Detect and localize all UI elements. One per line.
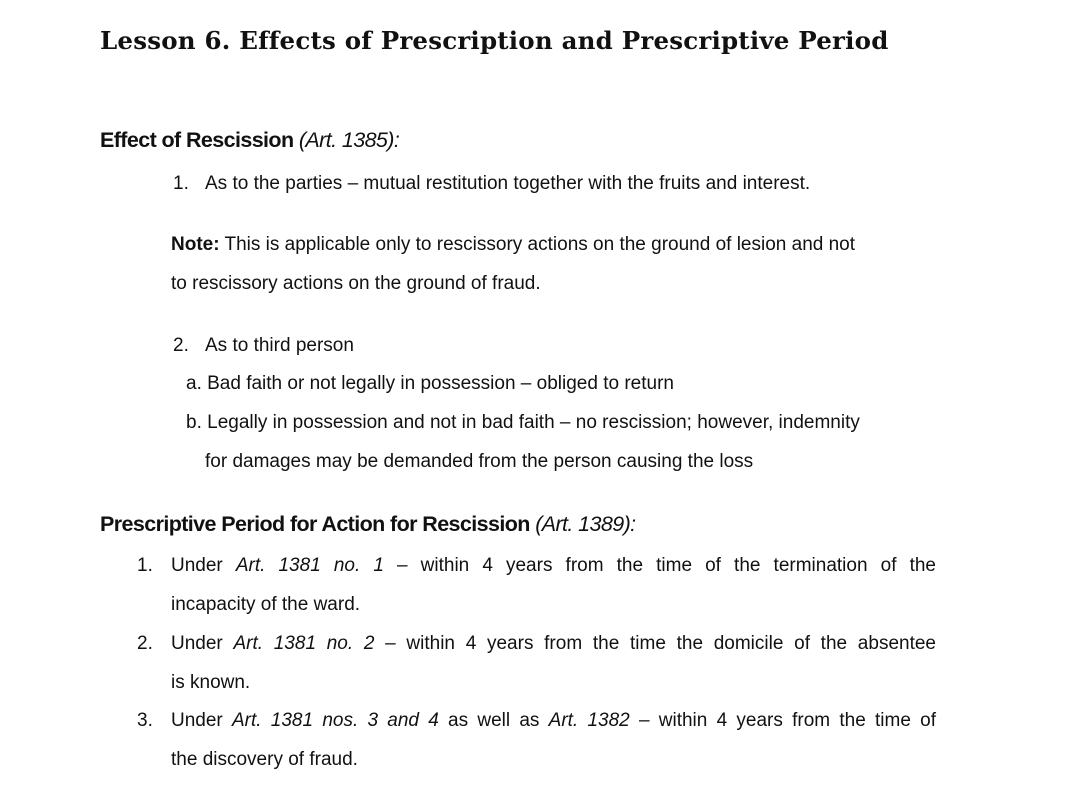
prescriptive-item1-pre: Under [171,555,236,576]
rescission-sub-a: a. Bad faith or not legally in possession – obliged to return [186,373,674,394]
rescission-item1-number: 1. [173,173,189,194]
note-line2: to rescissory actions on the ground of fraud. [171,273,541,294]
prescriptive-item3-post: – within 4 years from the time of [629,710,936,731]
rescission-item2-number: 2. [173,335,189,356]
prescriptive-item3-ref: Art. 1381 nos. 3 and 4 [232,710,439,731]
rescission-item1-text: As to the parties – mutual restitution together with the fruits and interest. [205,173,811,194]
rescission-heading-ref: (Art. 1385): [298,128,400,152]
prescriptive-item3-line2: the discovery of fraud. [171,749,358,770]
rescission-sub-b-line2: for damages may be demanded from the person causing the loss [205,451,754,472]
prescriptive-heading-ref: (Art. 1389): [535,512,636,536]
rescission-heading-text: Effect of Rescission [100,128,294,152]
prescriptive-item3-ref2: Art. 1382 [548,710,630,731]
note-line1-text: This is applicable only to rescissory actions on the ground of lesion and not [219,234,856,255]
rescission-sub-b-line1: b. Legally in possession and not in bad faith – no rescission; however, indemnity [186,412,860,433]
prescriptive-item1-line2: incapacity of the ward. [171,594,361,615]
prescriptive-item1-post: – within 4 years from the time of the termination of the [383,555,936,576]
prescriptive-item1-number: 1. [137,555,153,576]
note-line1 [171,234,855,256]
prescriptive-heading [100,512,636,537]
prescriptive-item2-number: 2. [137,633,153,654]
prescriptive-item3-line1 [171,710,936,732]
prescriptive-item1-line1 [171,555,936,577]
note-label: Note: [171,234,220,255]
prescriptive-item3-number: 3. [137,710,153,731]
prescriptive-item3-mid: as well as [438,710,549,731]
prescriptive-item2-post: – within 4 years from the time the domicile of the absentee [374,633,936,654]
rescission-heading [100,128,399,153]
prescriptive-item1-ref: Art. 1381 no. 1 [235,555,384,576]
prescriptive-item3-pre: Under [171,710,232,731]
prescriptive-item2-ref: Art. 1381 no. 2 [233,633,375,654]
rescission-item2-text: As to third person [205,335,354,356]
prescriptive-item2-line2: is known. [171,672,251,693]
prescriptive-item2-pre: Under [171,633,234,654]
lesson-title: Lesson 6. Effects of Prescription and Prescriptive Period [100,26,889,55]
prescriptive-item2-line1 [171,633,936,655]
prescriptive-heading-text: Prescriptive Period for Action for Rescission [100,512,530,536]
